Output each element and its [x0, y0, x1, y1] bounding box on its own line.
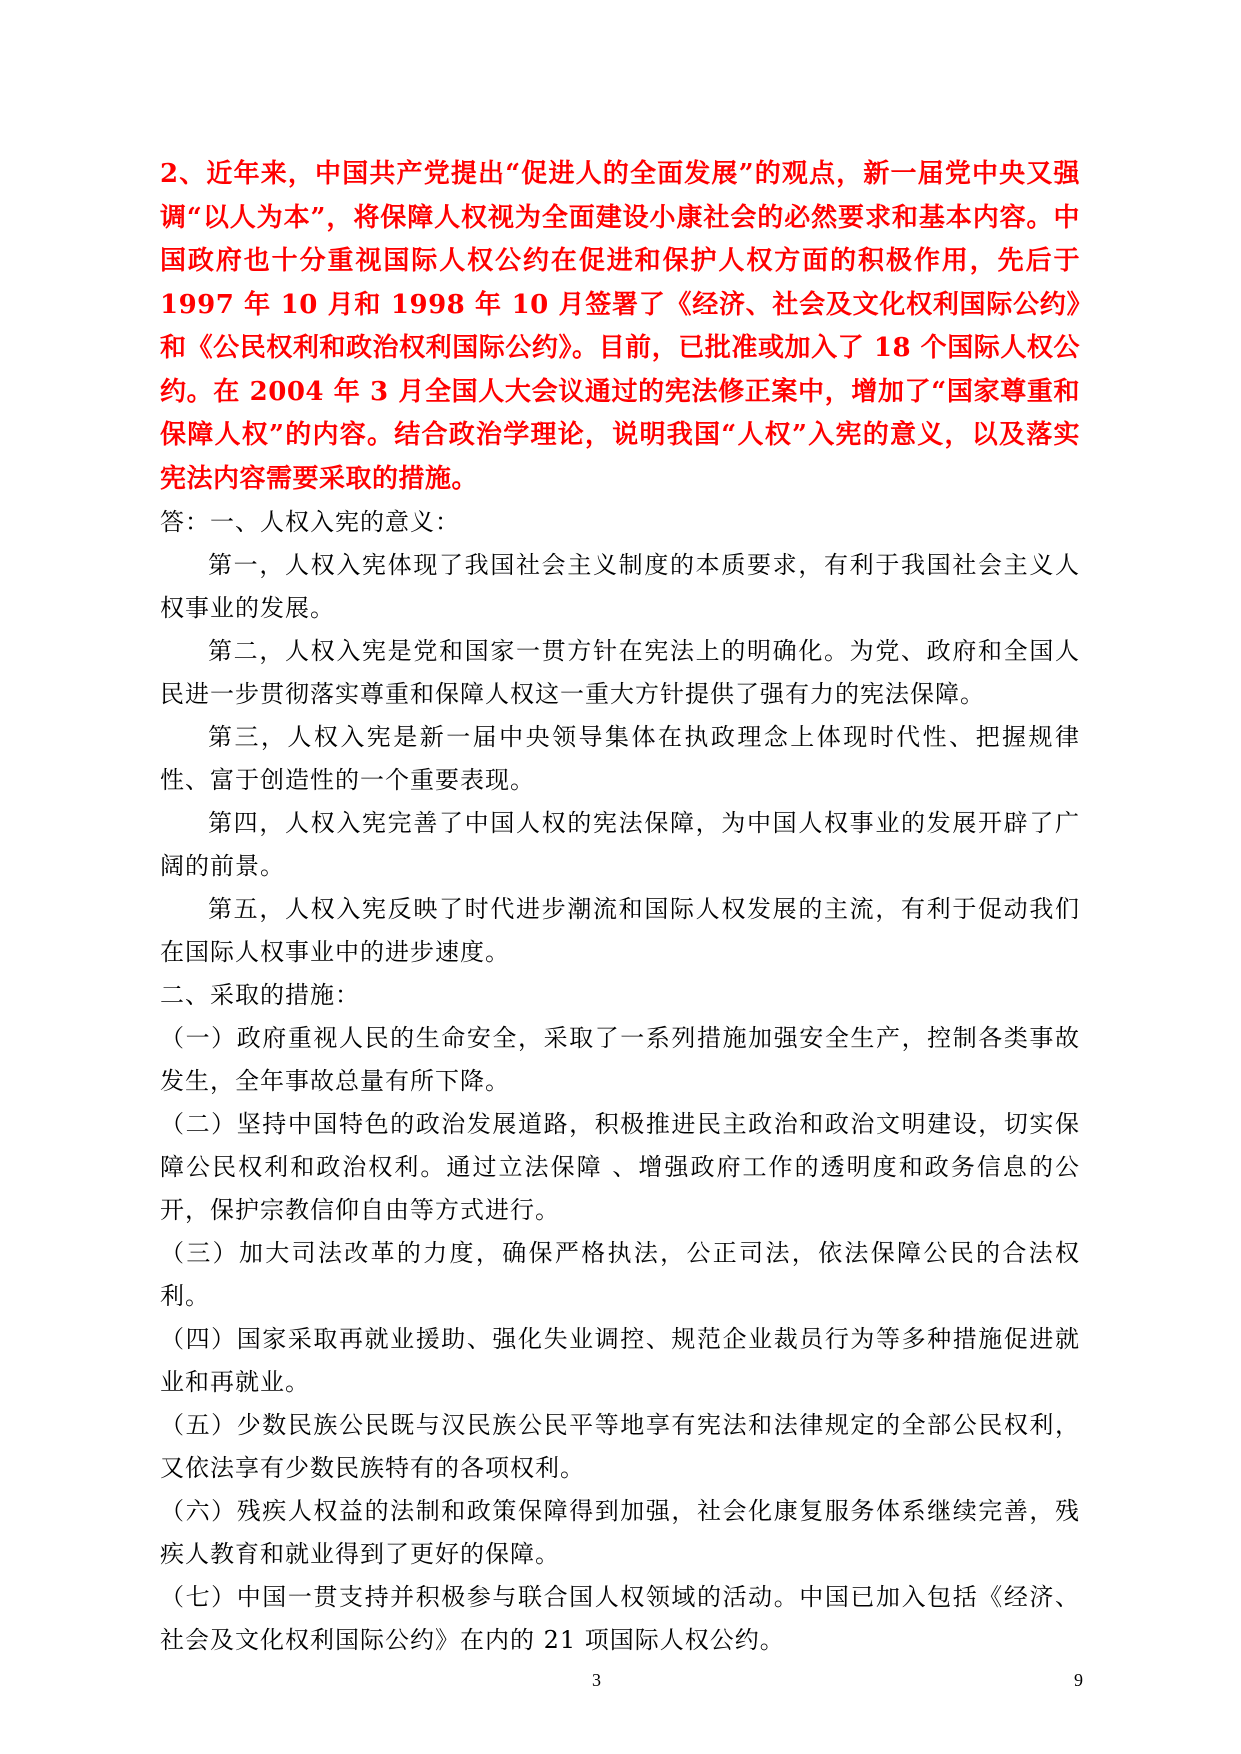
significance-point-3: 第三，人权入宪是新一届中央领导集体在执政理念上体现时代性、把握规律性、富于创造性的一个重要表现。 [160, 723, 1080, 794]
measure-1: （一）政府重视人民的生命安全，采取了一系列措施加强安全生产，控制各类事故发生，全年事故总量有所下降。 [160, 1024, 1080, 1095]
significance-point-1: 第一，人权入宪体现了我国社会主义制度的本质要求，有利于我国社会主义人权事业的发展。 [160, 551, 1080, 622]
measure-2: （二）坚持中国特色的政治发展道路，积极推进民主政治和政治文明建设，切实保障公民权利和政治权利。通过立法保障 、增强政府工作的透明度和政务信息的公开，保护宗教信仰自由等方式进行。 [160, 1110, 1080, 1224]
significance-point-2: 第二，人权入宪是党和国家一贯方针在宪法上的明确化。为党、政府和全国人民进一步贯彻落实尊重和保障人权这一重大方针提供了强有力的宪法保障。 [160, 637, 1080, 708]
measure-5: （五）少数民族公民既与汉民族公民平等地享有宪法和法律规定的全部公民权利，又依法享有少数民族特有的各项权利。 [160, 1411, 1080, 1482]
total-pages: 9 [1074, 1670, 1083, 1690]
measure-7: （七）中国一贯支持并积极参与联合国人权领域的活动。中国已加入包括《经济、社会及文化权利国际公约》在内的 21 项国际人权公约。 [160, 1583, 1080, 1654]
significance-point-4: 第四，人权入宪完善了中国人权的宪法保障，为中国人权事业的发展开辟了广阔的前景。 [160, 809, 1080, 880]
measure-6: （六）残疾人权益的法制和政策保障得到加强，社会化康复服务体系继续完善，残疾人教育和就业得到了更好的保障。 [160, 1497, 1080, 1568]
question-text: 2、近年来，中国共产党提出“促进人的全面发展”的观点，新一届党中央又强调“以人为本”，将保障人权视为全面建设小康社会的必然要求和基本内容。中国政府也十分重视国际人权公约在促进和保护人权方面的积极作用，先后于 1997 年 10 月和 1998 年 10 月签署了《经济、社会及文化权利国际公约》和《公民权利和政治权利国际公约》。目前，已批准或加入了 18 个国际人权公约。在 2004 年 3 月全国人大会议通过的宪法修正案中，增加了“国家尊重和保障人权”的内容。结合政治学理论，说明我国“人权”入宪的意义，以及落实宪法内容需要采取的措施。 [160, 159, 1080, 494]
measure-4: （四）国家采取再就业援助、强化失业调控、规范企业裁员行为等多种措施促进就业和再就业。 [160, 1325, 1080, 1396]
answer-heading: 答：一、人权入宪的意义： [160, 508, 460, 536]
measures-heading: 二、采取的措施： [160, 981, 360, 1009]
significance-point-5: 第五，人权入宪反映了时代进步潮流和国际人权发展的主流，有利于促动我们在国际人权事业中的进步速度。 [160, 895, 1080, 966]
page-content [160, 153, 1080, 1662]
measure-3: （三）加大司法改革的力度，确保严格执法，公正司法，依法保障公民的合法权利。 [160, 1239, 1080, 1310]
page-number: 3 [592, 1670, 601, 1690]
